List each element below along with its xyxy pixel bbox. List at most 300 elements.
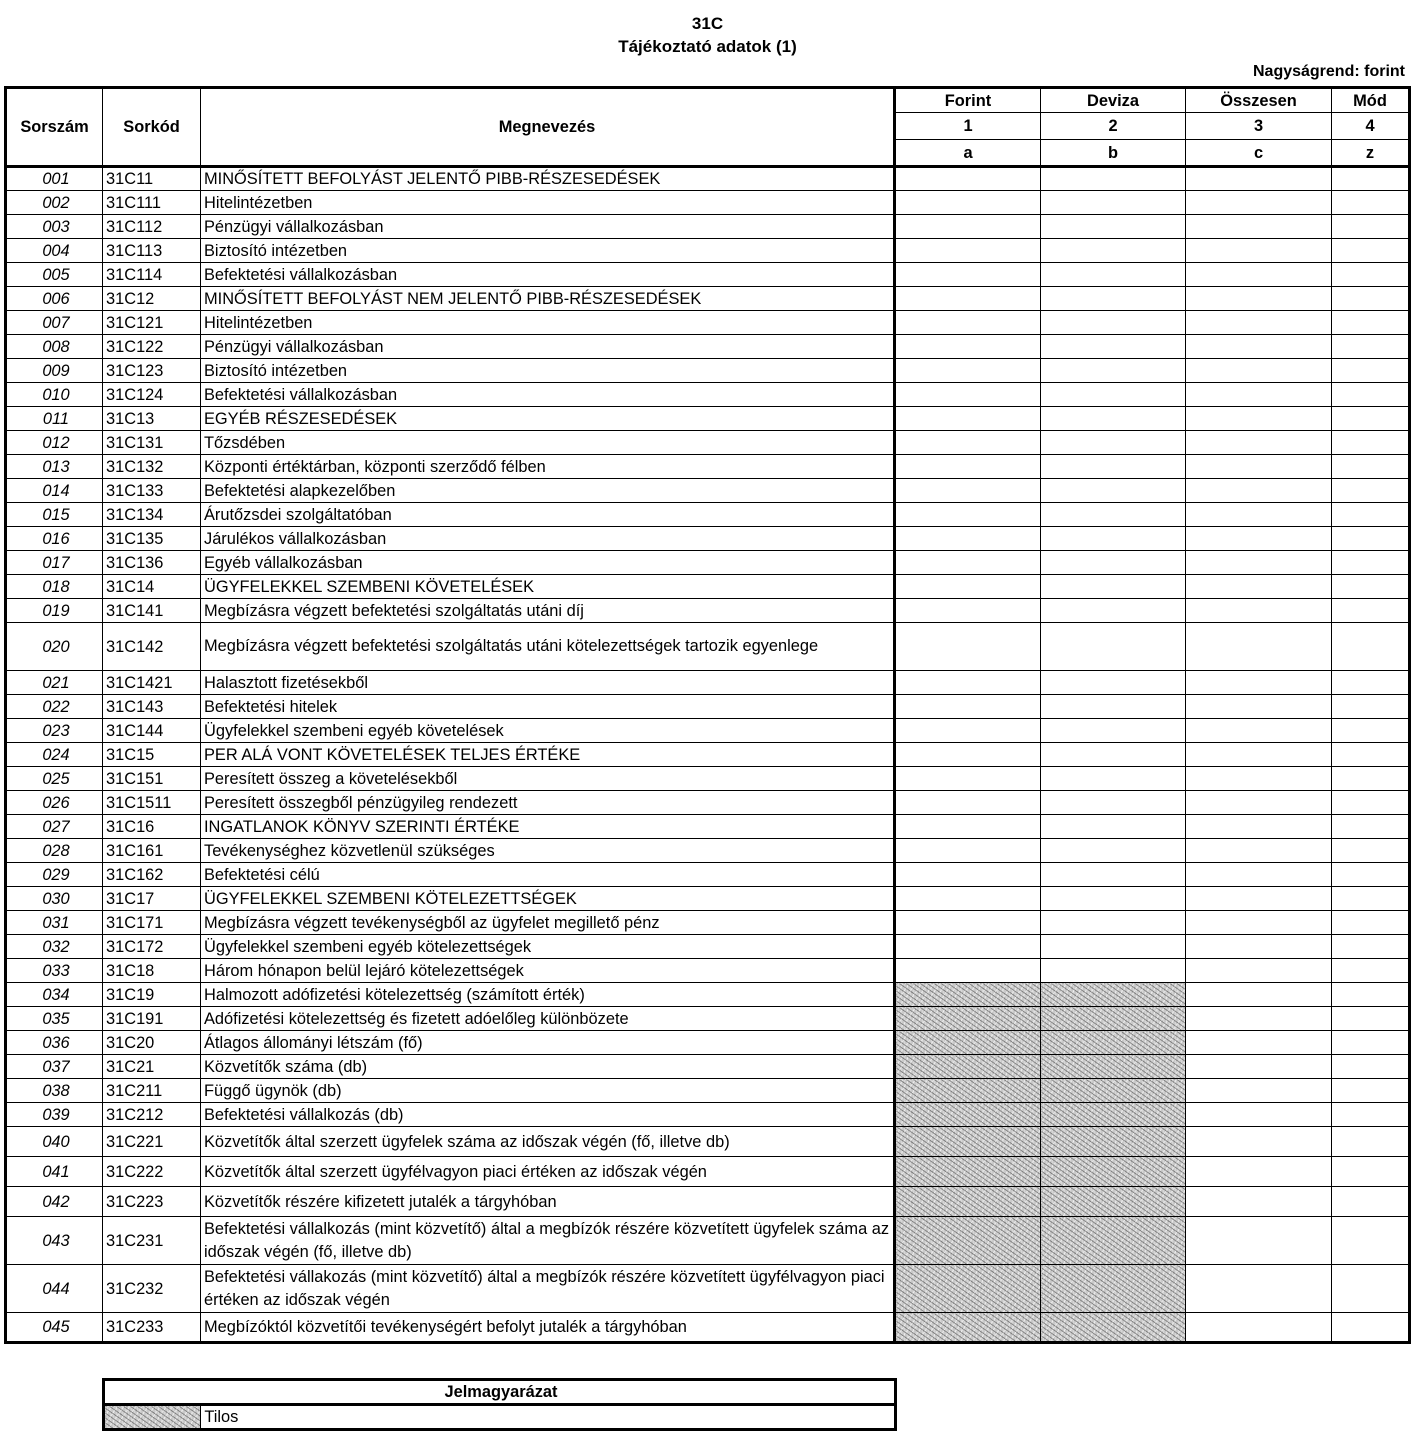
table-row	[6, 551, 1410, 575]
table-row	[6, 167, 1410, 191]
table-row	[6, 1055, 1410, 1079]
cell-osszesen[interactable]	[1186, 1007, 1332, 1031]
cell-forint[interactable]	[895, 527, 1041, 551]
row-megnevezes: Pénzügyi vállalkozásban	[201, 335, 895, 359]
cell-forint[interactable]	[895, 719, 1041, 743]
row-megnevezes: Függő ügynök (db)	[201, 1079, 895, 1103]
cell-mod[interactable]	[1332, 431, 1410, 455]
cell-mod[interactable]	[1332, 959, 1410, 983]
row-sorszam: 018	[6, 575, 103, 599]
row-sorkod: 31C112	[103, 215, 201, 239]
table-row	[6, 287, 1410, 311]
cell-deviza[interactable]	[1041, 695, 1186, 719]
cell-osszesen[interactable]	[1186, 743, 1332, 767]
cell-osszesen[interactable]	[1186, 1127, 1332, 1157]
cell-osszesen[interactable]	[1186, 431, 1332, 455]
cell-deviza[interactable]	[1041, 407, 1186, 431]
header-sorszam: Sorszám	[6, 88, 103, 167]
row-sorszam: 044	[6, 1265, 103, 1313]
cell-forint	[895, 1127, 1041, 1157]
cell-mod[interactable]	[1332, 1103, 1410, 1127]
cell-osszesen[interactable]	[1186, 1079, 1332, 1103]
row-sorkod: 31C20	[103, 1031, 201, 1055]
row-sorszam: 004	[6, 239, 103, 263]
cell-forint[interactable]	[895, 239, 1041, 263]
row-sorszam: 031	[6, 911, 103, 935]
cell-deviza[interactable]	[1041, 935, 1186, 959]
cell-forint[interactable]	[895, 623, 1041, 671]
row-sorkod: 31C123	[103, 359, 201, 383]
row-sorkod: 31C172	[103, 935, 201, 959]
cell-deviza[interactable]	[1041, 551, 1186, 575]
header-col-number: 4	[1332, 113, 1410, 140]
row-megnevezes: Hitelintézetben	[201, 191, 895, 215]
cell-mod[interactable]	[1332, 1031, 1410, 1055]
cell-osszesen[interactable]	[1186, 383, 1332, 407]
cell-deviza[interactable]	[1041, 911, 1186, 935]
cell-osszesen[interactable]	[1186, 335, 1332, 359]
table-row	[6, 311, 1410, 335]
row-megnevezes: Biztosító intézetben	[201, 359, 895, 383]
row-sorkod: 31C223	[103, 1187, 201, 1217]
cell-mod[interactable]	[1332, 215, 1410, 239]
table-row	[6, 887, 1410, 911]
cell-mod[interactable]	[1332, 623, 1410, 671]
cell-mod[interactable]	[1332, 767, 1410, 791]
cell-forint[interactable]	[895, 263, 1041, 287]
cell-mod[interactable]	[1332, 911, 1410, 935]
row-sorszam: 025	[6, 767, 103, 791]
cell-osszesen[interactable]	[1186, 1217, 1332, 1265]
table-row	[6, 191, 1410, 215]
row-sorszam: 043	[6, 1217, 103, 1265]
cell-forint[interactable]	[895, 815, 1041, 839]
cell-deviza[interactable]	[1041, 167, 1186, 191]
row-sorkod: 31C191	[103, 1007, 201, 1031]
cell-mod[interactable]	[1332, 1055, 1410, 1079]
table-row	[6, 599, 1410, 623]
cell-osszesen[interactable]	[1186, 599, 1332, 623]
cell-deviza[interactable]	[1041, 479, 1186, 503]
cell-osszesen[interactable]	[1186, 1313, 1332, 1343]
cell-deviza[interactable]	[1041, 431, 1186, 455]
cell-osszesen[interactable]	[1186, 1265, 1332, 1313]
cell-deviza[interactable]	[1041, 383, 1186, 407]
cell-deviza[interactable]	[1041, 743, 1186, 767]
table-row	[6, 263, 1410, 287]
cell-osszesen[interactable]	[1186, 287, 1332, 311]
row-sorszam: 006	[6, 287, 103, 311]
cell-deviza[interactable]	[1041, 239, 1186, 263]
row-sorkod: 31C19	[103, 983, 201, 1007]
cell-osszesen[interactable]	[1186, 479, 1332, 503]
cell-deviza	[1041, 1007, 1186, 1031]
cell-mod[interactable]	[1332, 1127, 1410, 1157]
cell-mod[interactable]	[1332, 359, 1410, 383]
row-sorkod: 31C124	[103, 383, 201, 407]
cell-osszesen[interactable]	[1186, 1103, 1332, 1127]
row-megnevezes: Közvetítők részére kifizetett jutalék a tárgyhóban	[201, 1187, 895, 1217]
cell-forint[interactable]	[895, 287, 1041, 311]
cell-mod[interactable]	[1332, 839, 1410, 863]
cell-osszesen[interactable]	[1186, 167, 1332, 191]
cell-osszesen[interactable]	[1186, 767, 1332, 791]
cell-osszesen[interactable]	[1186, 191, 1332, 215]
row-sorszam: 030	[6, 887, 103, 911]
cell-osszesen[interactable]	[1186, 911, 1332, 935]
table-row	[6, 839, 1410, 863]
header-osszesen: Összesen	[1186, 88, 1332, 113]
row-sorszam: 033	[6, 959, 103, 983]
cell-mod[interactable]	[1332, 1217, 1410, 1265]
cell-mod[interactable]	[1332, 983, 1410, 1007]
cell-osszesen[interactable]	[1186, 551, 1332, 575]
cell-mod[interactable]	[1332, 311, 1410, 335]
header-sorkod: Sorkód	[103, 88, 201, 167]
cell-osszesen[interactable]	[1186, 623, 1332, 671]
row-megnevezes: Befektetési hitelek	[201, 695, 895, 719]
cell-mod[interactable]	[1332, 287, 1410, 311]
cell-forint[interactable]	[895, 407, 1041, 431]
table-row	[6, 791, 1410, 815]
row-sorkod: 31C1421	[103, 671, 201, 695]
table-row	[6, 335, 1410, 359]
row-sorkod: 31C15	[103, 743, 201, 767]
cell-deviza	[1041, 1217, 1186, 1265]
cell-forint	[895, 1313, 1041, 1343]
row-sorkod: 31C113	[103, 239, 201, 263]
cell-osszesen[interactable]	[1186, 719, 1332, 743]
cell-mod[interactable]	[1332, 167, 1410, 191]
cell-mod[interactable]	[1332, 527, 1410, 551]
cell-forint[interactable]	[895, 887, 1041, 911]
cell-forint[interactable]	[895, 551, 1041, 575]
cell-deviza[interactable]	[1041, 767, 1186, 791]
cell-forint	[895, 1103, 1041, 1127]
cell-mod[interactable]	[1332, 335, 1410, 359]
cell-forint[interactable]	[895, 575, 1041, 599]
cell-deviza[interactable]	[1041, 839, 1186, 863]
cell-mod[interactable]	[1332, 671, 1410, 695]
cell-mod[interactable]	[1332, 1007, 1410, 1031]
row-megnevezes: Három hónapon belül lejáró kötelezettségek	[201, 959, 895, 983]
table-row	[6, 1127, 1410, 1157]
cell-osszesen[interactable]	[1186, 671, 1332, 695]
cell-osszesen[interactable]	[1186, 311, 1332, 335]
cell-mod[interactable]	[1332, 455, 1410, 479]
cell-mod[interactable]	[1332, 743, 1410, 767]
row-sorszam: 040	[6, 1127, 103, 1157]
cell-forint[interactable]	[895, 479, 1041, 503]
cell-forint[interactable]	[895, 311, 1041, 335]
cell-deviza[interactable]	[1041, 335, 1186, 359]
cell-deviza[interactable]	[1041, 959, 1186, 983]
row-sorszam: 017	[6, 551, 103, 575]
cell-osszesen[interactable]	[1186, 575, 1332, 599]
cell-forint	[895, 1055, 1041, 1079]
form-code: 31C	[691, 14, 724, 33]
cell-mod[interactable]	[1332, 719, 1410, 743]
row-megnevezes: Átlagos állományi létszám (fő)	[201, 1031, 895, 1055]
page-title: Tájékoztató adatok (1)	[618, 37, 797, 56]
table-row	[6, 455, 1410, 479]
row-megnevezes: INGATLANOK KÖNYV SZERINTI ÉRTÉKE	[201, 815, 895, 839]
cell-deviza	[1041, 1265, 1186, 1313]
cell-forint[interactable]	[895, 911, 1041, 935]
cell-deviza[interactable]	[1041, 215, 1186, 239]
header-col-letter: z	[1332, 140, 1410, 167]
row-sorszam: 019	[6, 599, 103, 623]
cell-deviza[interactable]	[1041, 263, 1186, 287]
row-sorkod: 31C14	[103, 575, 201, 599]
row-megnevezes: Járulékos vállalkozásban	[201, 527, 895, 551]
cell-osszesen[interactable]	[1186, 239, 1332, 263]
cell-mod[interactable]	[1332, 791, 1410, 815]
cell-osszesen[interactable]	[1186, 407, 1332, 431]
cell-deviza[interactable]	[1041, 863, 1186, 887]
row-sorkod: 31C142	[103, 623, 201, 671]
cell-forint[interactable]	[895, 359, 1041, 383]
cell-forint	[895, 1217, 1041, 1265]
cell-forint[interactable]	[895, 743, 1041, 767]
cell-forint[interactable]	[895, 671, 1041, 695]
row-megnevezes: Adófizetési kötelezettség és fizetett adóelőleg különbözete	[201, 1007, 895, 1031]
cell-deviza[interactable]	[1041, 191, 1186, 215]
table-row	[6, 815, 1410, 839]
cell-forint[interactable]	[895, 455, 1041, 479]
row-sorszam: 042	[6, 1187, 103, 1217]
row-sorszam: 026	[6, 791, 103, 815]
cell-mod[interactable]	[1332, 1265, 1410, 1313]
cell-osszesen[interactable]	[1186, 887, 1332, 911]
header-col-number: 1	[895, 113, 1041, 140]
row-megnevezes: Befektetési vállalkozás (mint közvetítő) által a megbízók részére közvetített ügyfelek száma az időszak végén (fő, illetve db)	[201, 1217, 895, 1265]
table-row	[6, 503, 1410, 527]
row-megnevezes: ÜGYFELEKKEL SZEMBENI KÖVETELÉSEK	[201, 575, 895, 599]
cell-mod[interactable]	[1332, 1187, 1410, 1217]
row-sorszam: 023	[6, 719, 103, 743]
row-megnevezes: Halmozott adófizetési kötelezettség (számított érték)	[201, 983, 895, 1007]
cell-mod[interactable]	[1332, 1157, 1410, 1187]
row-megnevezes: Peresített összeg a követelésekből	[201, 767, 895, 791]
table-row	[6, 1031, 1410, 1055]
cell-osszesen[interactable]	[1186, 1031, 1332, 1055]
row-sorkod: 31C13	[103, 407, 201, 431]
cell-forint[interactable]	[895, 383, 1041, 407]
cell-mod[interactable]	[1332, 239, 1410, 263]
row-megnevezes: Megbízásra végzett befektetési szolgáltatás utáni kötelezettségek tartozik egyenlege	[201, 623, 895, 671]
cell-forint[interactable]	[895, 335, 1041, 359]
cell-deviza[interactable]	[1041, 599, 1186, 623]
row-megnevezes: Tőzsdében	[201, 431, 895, 455]
row-sorszam: 045	[6, 1313, 103, 1343]
cell-mod[interactable]	[1332, 599, 1410, 623]
row-megnevezes: Befektetési vállalkozásban	[201, 263, 895, 287]
cell-forint[interactable]	[895, 839, 1041, 863]
row-sorkod: 31C143	[103, 695, 201, 719]
table-row	[6, 1103, 1410, 1127]
row-sorkod: 31C171	[103, 911, 201, 935]
row-sorszam: 008	[6, 335, 103, 359]
row-sorkod: 31C114	[103, 263, 201, 287]
cell-osszesen[interactable]	[1186, 359, 1332, 383]
row-megnevezes: Árutőzsdei szolgáltatóban	[201, 503, 895, 527]
cell-deviza[interactable]	[1041, 623, 1186, 671]
row-sorkod: 31C21	[103, 1055, 201, 1079]
cell-deviza	[1041, 1055, 1186, 1079]
row-sorkod: 31C18	[103, 959, 201, 983]
cell-osszesen[interactable]	[1186, 215, 1332, 239]
cell-deviza[interactable]	[1041, 719, 1186, 743]
table-row	[6, 383, 1410, 407]
legend	[102, 1378, 897, 1431]
cell-forint	[895, 1079, 1041, 1103]
cell-mod[interactable]	[1332, 1313, 1410, 1343]
cell-deviza[interactable]	[1041, 671, 1186, 695]
table-row	[6, 719, 1410, 743]
cell-mod[interactable]	[1332, 815, 1410, 839]
cell-deviza[interactable]	[1041, 887, 1186, 911]
row-sorszam: 039	[6, 1103, 103, 1127]
cell-forint[interactable]	[895, 431, 1041, 455]
row-megnevezes: Hitelintézetben	[201, 311, 895, 335]
table-row	[6, 1157, 1410, 1187]
cell-deviza[interactable]	[1041, 815, 1186, 839]
cell-mod[interactable]	[1332, 935, 1410, 959]
cell-osszesen[interactable]	[1186, 815, 1332, 839]
row-sorkod: 31C122	[103, 335, 201, 359]
cell-forint[interactable]	[895, 791, 1041, 815]
cell-osszesen[interactable]	[1186, 503, 1332, 527]
row-sorszam: 010	[6, 383, 103, 407]
cell-mod[interactable]	[1332, 863, 1410, 887]
row-megnevezes: Megbízóktól közvetítői tevékenységért befolyt jutalék a tárgyhóban	[201, 1313, 895, 1343]
row-sorkod: 31C136	[103, 551, 201, 575]
cell-osszesen[interactable]	[1186, 695, 1332, 719]
cell-forint[interactable]	[895, 863, 1041, 887]
row-sorkod: 31C133	[103, 479, 201, 503]
row-megnevezes: Megbízásra végzett tevékenységből az ügyfelet megillető pénz	[201, 911, 895, 935]
cell-osszesen[interactable]	[1186, 983, 1332, 1007]
row-megnevezes: Befektetési vállalkozás (db)	[201, 1103, 895, 1127]
row-sorszam: 021	[6, 671, 103, 695]
cell-forint[interactable]	[895, 503, 1041, 527]
cell-mod[interactable]	[1332, 191, 1410, 215]
cell-mod[interactable]	[1332, 503, 1410, 527]
cell-deviza	[1041, 1127, 1186, 1157]
cell-forint[interactable]	[895, 191, 1041, 215]
cell-deviza[interactable]	[1041, 575, 1186, 599]
cell-osszesen[interactable]	[1186, 959, 1332, 983]
row-sorkod: 31C231	[103, 1217, 201, 1265]
row-sorkod: 31C121	[103, 311, 201, 335]
row-sorszam: 009	[6, 359, 103, 383]
cell-osszesen[interactable]	[1186, 1055, 1332, 1079]
row-sorkod: 31C232	[103, 1265, 201, 1313]
cell-mod[interactable]	[1332, 695, 1410, 719]
cell-deviza	[1041, 983, 1186, 1007]
cell-deviza[interactable]	[1041, 311, 1186, 335]
legend-swatch-tilos	[104, 1405, 201, 1430]
cell-mod[interactable]	[1332, 383, 1410, 407]
cell-forint	[895, 1187, 1041, 1217]
cell-forint	[895, 983, 1041, 1007]
table-row	[6, 1265, 1410, 1313]
cell-osszesen[interactable]	[1186, 1187, 1332, 1217]
cell-mod[interactable]	[1332, 479, 1410, 503]
table-row	[6, 239, 1410, 263]
cell-deviza[interactable]	[1041, 503, 1186, 527]
cell-forint[interactable]	[895, 167, 1041, 191]
cell-deviza[interactable]	[1041, 287, 1186, 311]
row-sorkod: 31C132	[103, 455, 201, 479]
header-col-letter: b	[1041, 140, 1186, 167]
cell-osszesen[interactable]	[1186, 935, 1332, 959]
page-header	[0, 12, 1415, 58]
cell-osszesen[interactable]	[1186, 863, 1332, 887]
row-megnevezes: ÜGYFELEKKEL SZEMBENI KÖTELEZETTSÉGEK	[201, 887, 895, 911]
cell-deviza[interactable]	[1041, 527, 1186, 551]
row-sorkod: 31C131	[103, 431, 201, 455]
cell-osszesen[interactable]	[1186, 455, 1332, 479]
row-megnevezes: Peresített összegből pénzügyileg rendezett	[201, 791, 895, 815]
row-sorszam: 036	[6, 1031, 103, 1055]
cell-forint[interactable]	[895, 767, 1041, 791]
table-row	[6, 767, 1410, 791]
cell-mod[interactable]	[1332, 575, 1410, 599]
row-sorkod: 31C1511	[103, 791, 201, 815]
cell-forint[interactable]	[895, 959, 1041, 983]
cell-mod[interactable]	[1332, 1079, 1410, 1103]
cell-deviza[interactable]	[1041, 455, 1186, 479]
cell-osszesen[interactable]	[1186, 263, 1332, 287]
row-sorszam: 020	[6, 623, 103, 671]
cell-deviza[interactable]	[1041, 791, 1186, 815]
row-megnevezes: EGYÉB RÉSZESEDÉSEK	[201, 407, 895, 431]
cell-mod[interactable]	[1332, 263, 1410, 287]
cell-deviza	[1041, 1157, 1186, 1187]
row-megnevezes: Közvetítők száma (db)	[201, 1055, 895, 1079]
cell-osszesen[interactable]	[1186, 791, 1332, 815]
row-sorszam: 027	[6, 815, 103, 839]
cell-osszesen[interactable]	[1186, 839, 1332, 863]
cell-mod[interactable]	[1332, 887, 1410, 911]
row-megnevezes: MINŐSÍTETT BEFOLYÁST NEM JELENTŐ PIBB-RÉSZESEDÉSEK	[201, 287, 895, 311]
cell-mod[interactable]	[1332, 551, 1410, 575]
table-row	[6, 743, 1410, 767]
cell-osszesen[interactable]	[1186, 527, 1332, 551]
row-sorkod: 31C151	[103, 767, 201, 791]
row-megnevezes: Pénzügyi vállalkozásban	[201, 215, 895, 239]
row-sorkod: 31C162	[103, 863, 201, 887]
header-col-letter: c	[1186, 140, 1332, 167]
header-col-number: 3	[1186, 113, 1332, 140]
table-row	[6, 911, 1410, 935]
cell-deviza[interactable]	[1041, 359, 1186, 383]
cell-forint[interactable]	[895, 695, 1041, 719]
cell-osszesen[interactable]	[1186, 1157, 1332, 1187]
cell-forint[interactable]	[895, 215, 1041, 239]
cell-forint[interactable]	[895, 599, 1041, 623]
header-forint: Forint	[895, 88, 1041, 113]
cell-forint	[895, 1157, 1041, 1187]
cell-mod[interactable]	[1332, 407, 1410, 431]
cell-forint[interactable]	[895, 935, 1041, 959]
row-sorszam: 001	[6, 167, 103, 191]
table-row	[6, 1187, 1410, 1217]
cell-deviza	[1041, 1079, 1186, 1103]
row-sorszam: 007	[6, 311, 103, 335]
